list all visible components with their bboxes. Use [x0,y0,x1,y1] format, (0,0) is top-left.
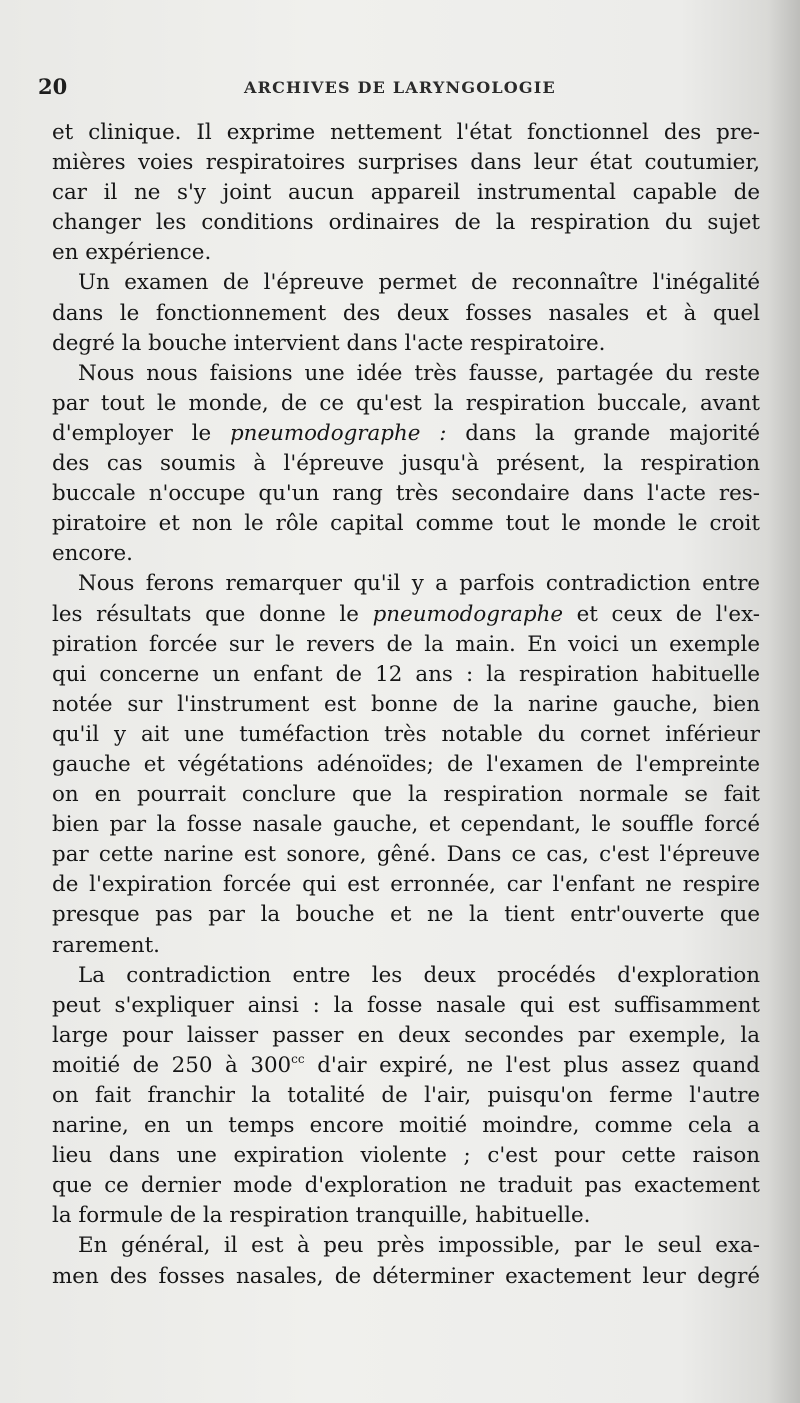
text-line: En général, il est à peu près impossible, par le seul exa- [78,1233,760,1259]
text-line: degré la bouche intervient dans l'acte respiratoire. [52,330,606,356]
text-line: piratoire et non le rôle capital comme tout le monde le croit [52,511,760,537]
paragraph-6 [52,1231,760,1291]
text-run: d'air expiré, ne l'est plus assez quand [304,1052,760,1078]
page-header [38,74,758,104]
text-line: Un examen de l'épreuve permet de reconnaître l'inégalité [78,270,760,296]
text-line: encore. [52,541,133,567]
emphasis-pneumodographe: pneumodographe : [229,420,447,446]
text-line: la formule de la respiration tranquille, habituelle. [52,1203,591,1229]
text-line: Nous nous faisions une idée très fausse, partagée du reste [78,360,760,386]
text-line: dans le fonctionnement des deux fosses nasales et à quel [52,300,760,326]
text-line: qui concerne un enfant de 12 ans : la respiration habituelle [52,661,760,687]
text-line [52,419,760,449]
text-line: on en pourrait conclure que la respiration normale se fait [52,782,760,808]
text-line: peut s'expliquer ainsi : la fosse nasale qui est suffisamment [52,992,760,1018]
text-line: La contradiction entre les deux procédés d'exploration [78,962,760,988]
text-line: de l'expiration forcée qui est erronnée, car l'enfant ne respire [52,872,760,898]
text-run: dans la grande majorité [446,420,760,446]
text-line: lieu dans une expiration violente ; c'est pour cette raison [52,1143,760,1169]
text-line: par tout le monde, de ce qu'est la respiration buccale, avant [52,390,760,416]
text-line: en expérience. [52,240,212,266]
text-line: buccale n'occupe qu'un rang très secondaire dans l'acte res- [52,481,760,507]
text-line [52,600,760,630]
text-line: men des fosses nasales, de déterminer exactement leur degré [52,1263,760,1289]
body-text [52,118,760,1292]
emphasis-pneumodographe: pneumodographe [372,601,563,627]
paragraph-5 [52,961,760,1232]
text-line: que ce dernier mode d'exploration ne traduit pas exactement [52,1173,760,1199]
text-line: bien par la fosse nasale gauche, et cependant, le souffle forcé [52,812,760,838]
text-run: moitié de 250 à 300 [52,1052,292,1078]
text-line: mières voies respiratoires surprises dans leur état coutumier, [52,150,760,176]
running-title: ARCHIVES DE LARYNGOLOGIE [244,78,556,97]
text-run: les résultats que donne le [52,601,373,627]
paragraph-1 [52,118,760,268]
text-run: et ceux de l'ex- [563,601,760,627]
text-line: des cas soumis à l'épreuve jusqu'à présent, la respiration [52,451,760,477]
text-line: rarement. [52,932,160,958]
text-line: changer les conditions ordinaires de la respiration du sujet [52,210,760,236]
text-run: d'employer le [52,420,230,446]
text-line: presque pas par la bouche et ne la tient entr'ouverte que [52,902,760,928]
text-line: notée sur l'instrument est bonne de la narine gauche, bien [52,691,760,717]
text-line: gauche et végétations adénoïdes; de l'examen de l'empreinte [52,751,760,777]
paragraph-2 [52,268,760,358]
text-line [52,1051,760,1081]
text-line: large pour laisser passer en deux secondes par exemple, la [52,1022,760,1048]
paragraph-4 [52,569,760,960]
paragraph-3 [52,359,760,570]
page-number: 20 [38,74,68,99]
text-line: narine, en un temps encore moitié moindre, comme cela a [52,1113,760,1139]
text-line: et clinique. Il exprime nettement l'état fonctionnel des pre- [52,120,760,145]
text-line: par cette narine est sonore, gêné. Dans ce cas, c'est l'épreuve [52,842,760,868]
text-line: Nous ferons remarquer qu'il y a parfois contradiction entre [78,571,760,597]
text-line: car il ne s'y joint aucun appareil instrumental capable de [52,180,760,206]
text-line: qu'il y ait une tuméfaction très notable du cornet inférieur [52,721,760,747]
text-line: on fait franchir la totalité de l'air, puisqu'on ferme l'autre [52,1083,760,1108]
superscript-cc: cc [291,1051,305,1066]
text-line: piration forcée sur le revers de la main. En voici un exemple [52,631,760,657]
